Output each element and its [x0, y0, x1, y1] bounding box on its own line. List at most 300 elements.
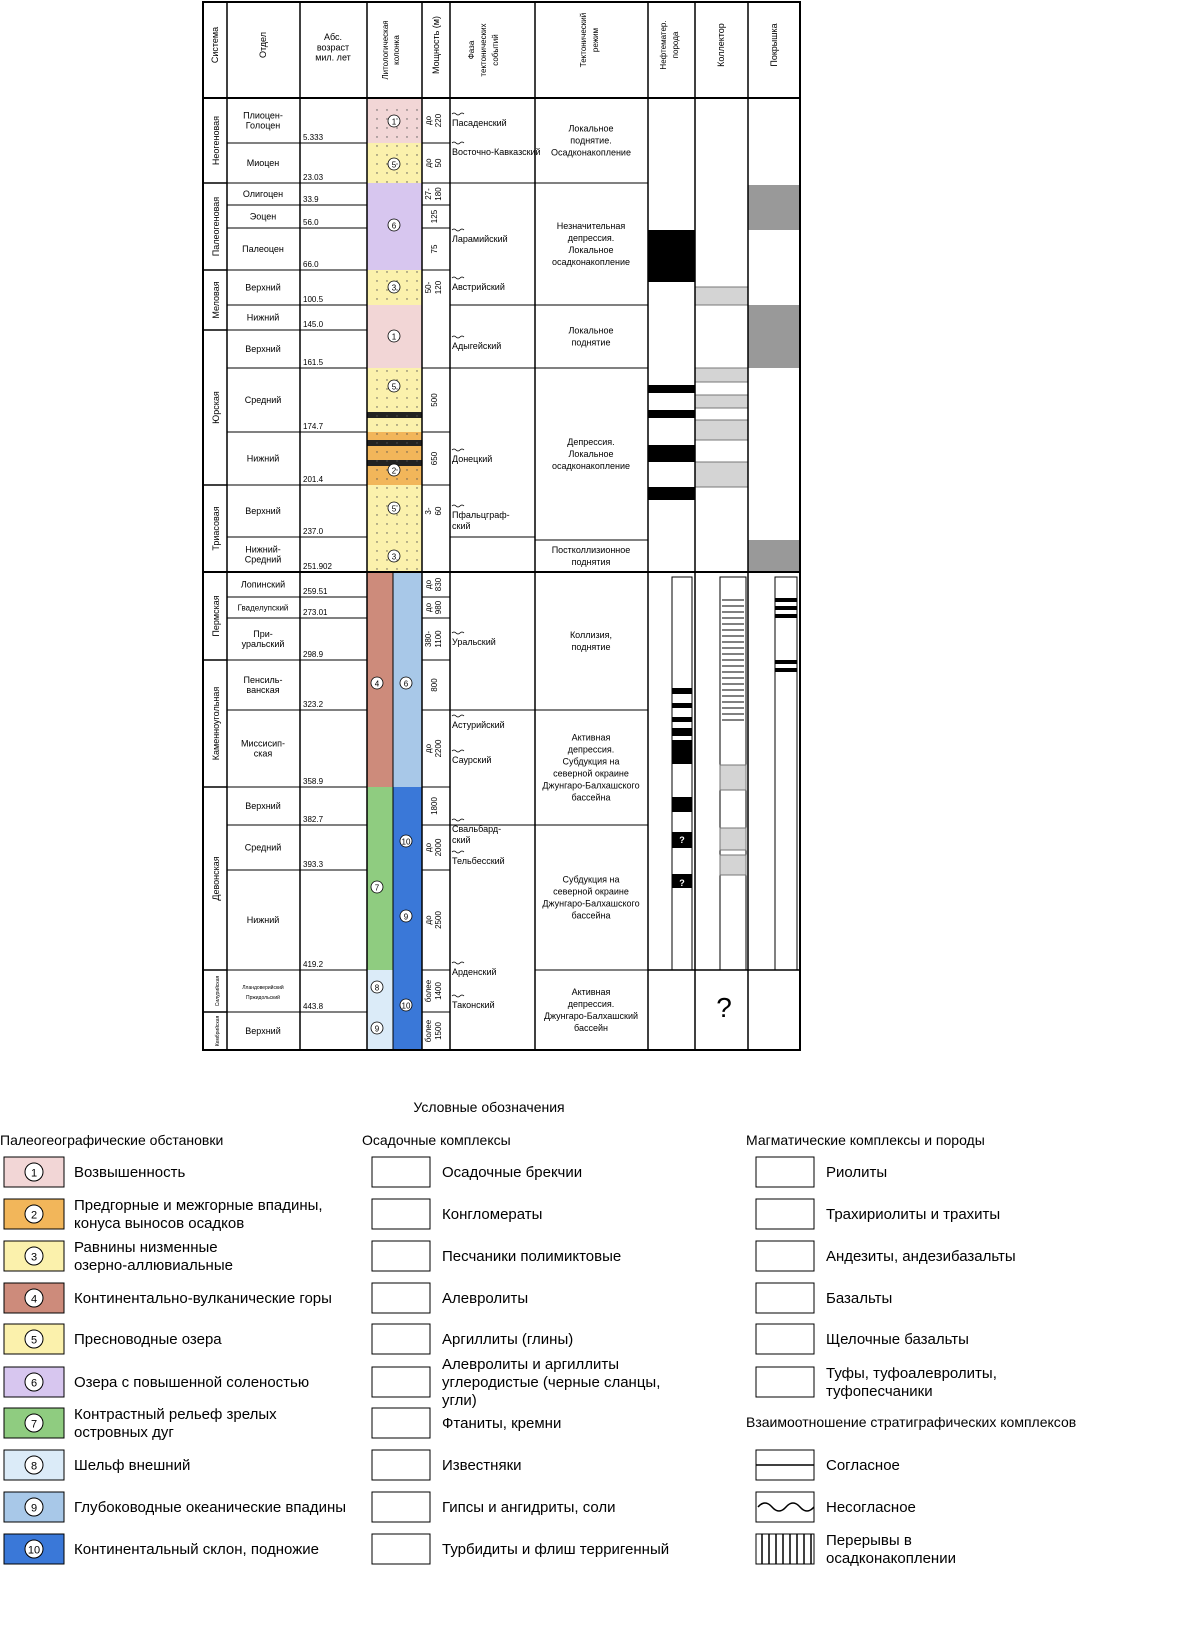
legend-label: [74, 1164, 185, 1181]
legend-swatch: [372, 1199, 430, 1229]
collector-bed: [695, 395, 748, 408]
lith-dot: [376, 523, 377, 524]
lith-dot: [406, 163, 407, 164]
lith-dot: [406, 406, 407, 407]
lith-dot: [376, 487, 377, 488]
thickness-value: 2500: [434, 911, 443, 929]
unconformity-mark: [452, 142, 464, 144]
label-line: Известняки: [442, 1457, 522, 1474]
lith-dot: [396, 280, 397, 281]
legend-swatch: [372, 1241, 430, 1271]
legend-label: [826, 1331, 969, 1348]
lith-dot: [396, 406, 397, 407]
lith-dot: [406, 568, 407, 569]
lith-dot: [406, 460, 407, 461]
department-label: [245, 395, 282, 405]
env-number: 3: [391, 283, 397, 293]
lith-dot: [406, 451, 407, 452]
lith-dot: [386, 451, 387, 452]
lith-dot: [416, 451, 417, 452]
lith-dot: [386, 127, 387, 128]
age-value: 5.333: [303, 133, 324, 142]
seal-bed: [775, 660, 797, 664]
lith-dot: [376, 478, 377, 479]
label-line: Депрессия.: [567, 437, 615, 447]
label-line: Глубоководные океанические впадины: [74, 1499, 347, 1516]
age-value: 237.0: [303, 527, 324, 536]
legend-swatch: [756, 1157, 814, 1187]
lith-dot: [396, 154, 397, 155]
department-label: [244, 675, 283, 695]
lith-dot: [376, 298, 377, 299]
lith-dot: [406, 388, 407, 389]
lith-dot: [396, 469, 397, 470]
phase-label: Астурийский: [452, 720, 505, 730]
label-line: бассейн: [574, 1023, 608, 1033]
department-label: [241, 739, 285, 759]
unconformity-mark: [452, 113, 464, 115]
lith-dot: [376, 469, 377, 470]
seal-bed: [775, 668, 797, 672]
legend-label: [442, 1499, 616, 1516]
header-label: колонка: [392, 35, 401, 65]
lith-dot: [406, 379, 407, 380]
header-label: Фаза: [467, 40, 476, 60]
lith-dot: [406, 289, 407, 290]
department-label: [245, 1026, 280, 1036]
label-line: Нижний: [246, 453, 280, 464]
label-line: Верхний: [245, 506, 281, 516]
seal-column: [775, 577, 797, 970]
label-line: Пресноводные озера: [74, 1331, 222, 1348]
lith-dot: [386, 118, 387, 119]
source-rock-bed: [648, 230, 695, 282]
legend-number: 10: [27, 1544, 41, 1557]
lith-dot: [396, 424, 397, 425]
seal-bed: [775, 606, 797, 610]
source-rock-bed: [648, 385, 695, 393]
legend-swatch: [372, 1283, 430, 1313]
regime-label: [552, 221, 630, 267]
phase-label: Таконский: [452, 1000, 495, 1010]
legend-label: [442, 1164, 582, 1181]
label-line: Незначительная: [556, 221, 626, 231]
phase-label: Арденский: [452, 967, 497, 977]
lith-dot: [396, 379, 397, 380]
thickness-value: 650: [430, 451, 439, 466]
unconformity-mark: [452, 277, 464, 279]
lith-dot: [376, 415, 377, 416]
system-label: Кембрийская: [215, 1015, 221, 1047]
label-line: поднятие: [571, 337, 611, 348]
thickness-value: 800: [430, 678, 439, 692]
lith-dot: [406, 541, 407, 542]
env-number: 7: [374, 883, 380, 893]
lith-dot: [416, 163, 417, 164]
lith-dot: [416, 523, 417, 524]
lith-dot: [396, 109, 397, 110]
legend-number: 6: [30, 1377, 38, 1390]
chart-frame: [203, 2, 800, 1050]
thickness-value: 980: [434, 600, 443, 615]
source-rock-bed: [648, 445, 695, 462]
env-number: 6: [403, 679, 409, 689]
lith-dot: [386, 271, 387, 272]
label-line: Аргиллиты (глины): [442, 1331, 574, 1348]
department-label: [245, 344, 280, 354]
lith-dot: [416, 298, 417, 299]
phase-label: Восточно-Кавказский: [452, 147, 541, 157]
thickness-value: более: [424, 979, 433, 1003]
label-line: Средний: [244, 554, 282, 565]
legend-label: [74, 1290, 332, 1307]
collector-bed: [695, 287, 748, 305]
label-line: Свальбард-: [452, 824, 502, 834]
header-label: Отдел: [258, 31, 268, 59]
lith-dot: [416, 145, 417, 146]
label-line: углеродистые (черные сланцы,: [442, 1374, 661, 1391]
unconformity-mark: [452, 962, 464, 964]
label-line: Джунгаро-Балхашского: [542, 898, 640, 909]
label-line: Миссисип-: [241, 738, 285, 749]
env-number: 10: [401, 1001, 411, 1011]
lith-dot: [386, 109, 387, 110]
label-line: Согласное: [826, 1457, 900, 1474]
lith-dot: [386, 514, 387, 515]
lith-dot: [376, 163, 377, 164]
legend-label: [442, 1206, 542, 1223]
label-line: Джунгаро-Балхашский: [543, 1011, 639, 1021]
label-line: Нижний-: [245, 544, 281, 555]
regime-label: [570, 630, 612, 652]
lith-dot: [376, 127, 377, 128]
legend-label: [442, 1415, 561, 1432]
thickness-value: 1500: [434, 1022, 443, 1040]
lith-dot: [416, 415, 417, 416]
phase-label: Адыгейский: [452, 341, 502, 351]
source-rock-bed: [648, 410, 695, 418]
lith-dot: [416, 109, 417, 110]
age-value: 323.2: [303, 700, 324, 709]
seal-bed: [775, 598, 797, 602]
label-line: Трахириолиты и трахиты: [826, 1206, 1001, 1223]
lithology-block: [367, 787, 393, 970]
lith-dot: [406, 469, 407, 470]
lith-dot: [376, 109, 377, 110]
lith-dot: [396, 298, 397, 299]
lith-dot: [386, 136, 387, 137]
header-label: тектонических: [479, 23, 488, 77]
lith-dot: [396, 505, 397, 506]
lith-dot: [376, 559, 377, 560]
label-line: угли): [442, 1392, 477, 1409]
label-line: Шельф внешний: [74, 1457, 191, 1474]
label-line: Субдукция на: [562, 756, 620, 767]
lith-dot: [386, 478, 387, 479]
label-line: уральский: [241, 639, 285, 649]
regime-label: [544, 987, 638, 1033]
lith-dot: [376, 145, 377, 146]
lith-dot: [396, 523, 397, 524]
age-value: 358.9: [303, 777, 324, 786]
lith-dot: [406, 559, 407, 560]
label-line: Субдукция на: [562, 874, 620, 885]
header-label: Нефтематер.: [659, 20, 668, 70]
lith-dot: [386, 415, 387, 416]
header-label: Система: [210, 26, 220, 64]
lith-dot: [416, 514, 417, 515]
lith-dot: [416, 550, 417, 551]
label-line: Алевролиты и аргиллиты: [442, 1356, 619, 1373]
department-label: [245, 545, 282, 565]
thickness-value: 27-: [424, 188, 433, 200]
label-line: Континентальный склон, подножие: [74, 1541, 319, 1558]
legend-label: [826, 1290, 892, 1307]
legend-label: [826, 1248, 1016, 1265]
thickness-value: 180: [434, 187, 443, 201]
legend-swatch: [372, 1324, 430, 1354]
label-line: Локальное: [568, 245, 614, 255]
seal-bed: [748, 540, 800, 572]
label-line: Возвышенность: [74, 1164, 186, 1181]
unconformity-mark: [452, 229, 464, 231]
lith-dot: [386, 397, 387, 398]
label-line: Конгломераты: [442, 1206, 543, 1223]
lithology-block: [367, 368, 422, 432]
lith-dot: [386, 181, 387, 182]
age-value: 23.03: [303, 173, 324, 182]
unconformity-mark: [452, 851, 464, 853]
lith-dot: [416, 271, 417, 272]
label-line: Песчаники полимиктовые: [442, 1248, 622, 1265]
lith-dot: [396, 568, 397, 569]
label-line: туфопесчаники: [826, 1383, 933, 1400]
lith-dot: [376, 406, 377, 407]
legend-label: [826, 1499, 916, 1516]
lith-dot: [406, 505, 407, 506]
unknown-mark: ?: [679, 835, 685, 845]
lith-dot: [386, 298, 387, 299]
label-line: островных дуг: [74, 1424, 174, 1441]
phase-label: [452, 824, 501, 845]
label-line: ванская: [246, 685, 280, 695]
lith-dot: [386, 406, 387, 407]
env-number: 9: [374, 1024, 380, 1034]
collector-bed: [720, 828, 746, 850]
lith-dot: [406, 496, 407, 497]
lith-dot: [406, 154, 407, 155]
lith-dot: [386, 559, 387, 560]
lith-dot: [416, 172, 417, 173]
label-line: поднятия: [571, 557, 611, 567]
label-line: Осадконакопление: [551, 147, 631, 158]
label-line: Туфы, туфоалевролиты,: [826, 1365, 997, 1382]
system-label: Пермская: [211, 595, 221, 637]
legend-number: 9: [30, 1502, 38, 1515]
lith-dot: [396, 397, 397, 398]
legend-number: 1: [30, 1167, 38, 1180]
legend-swatch: [372, 1157, 430, 1187]
age-value: 382.7: [303, 815, 324, 824]
lith-dot: [386, 388, 387, 389]
regime-label: [542, 875, 639, 921]
label-line: Несогласное: [826, 1499, 916, 1516]
thickness-value: до: [424, 915, 433, 925]
lith-dot: [406, 145, 407, 146]
unconformity-mark: [452, 449, 464, 451]
legend-swatch: [756, 1283, 814, 1313]
label-line: северной окраине: [553, 886, 629, 897]
label-line: мил. лет: [315, 52, 351, 63]
phase-label: Австрийский: [452, 282, 505, 292]
lith-dot: [406, 523, 407, 524]
label-line: Нижний: [246, 312, 280, 323]
label-line: Контрастный рельеф зрелых: [74, 1406, 277, 1423]
source-rock-bed: [672, 740, 692, 764]
source-rock-bed: [672, 797, 692, 812]
lith-dot: [406, 118, 407, 119]
lith-dot: [376, 181, 377, 182]
system-label: Триасовая: [211, 506, 221, 551]
department-label: [247, 313, 280, 323]
lith-dot: [386, 532, 387, 533]
lithology-block: [393, 787, 422, 970]
lith-dot: [416, 559, 417, 560]
unconformity-mark: [452, 750, 464, 752]
age-value: 201.4: [303, 475, 324, 484]
label-line: Олигоцен: [242, 189, 284, 199]
source-column: [672, 577, 692, 970]
lith-dot: [396, 118, 397, 119]
lith-dot: [376, 379, 377, 380]
thickness-value: 60: [434, 506, 443, 516]
lith-dot: [406, 424, 407, 425]
label-line: Средний: [244, 395, 282, 405]
unconformity-mark: [452, 715, 464, 717]
regime-label: [552, 545, 631, 567]
collector-bed: [720, 765, 746, 790]
label-line: бассейна: [571, 910, 611, 921]
department-label: [250, 212, 277, 222]
lith-dot: [386, 370, 387, 371]
lith-dot: [416, 370, 417, 371]
coal-layer: [367, 412, 422, 418]
lith-dot: [416, 388, 417, 389]
lith-dot: [396, 289, 397, 290]
lith-dot: [396, 496, 397, 497]
seal-bed: [748, 185, 800, 230]
label-line: осадконакопление: [552, 257, 630, 267]
label-line: Фтаниты, кремни: [442, 1415, 562, 1432]
system-label: Юрская: [211, 391, 221, 424]
label-line: Абс.: [323, 32, 343, 42]
label-line: Джунгаро-Балхашского: [542, 780, 640, 791]
lith-dot: [416, 460, 417, 461]
thickness-value: до: [424, 842, 433, 853]
lith-dot: [376, 154, 377, 155]
lith-dot: [396, 415, 397, 416]
label-line: Андезиты, андезибазальты: [826, 1248, 1016, 1265]
age-value: 298.9: [303, 650, 324, 659]
lith-dot: [406, 271, 407, 272]
lith-dot: [376, 433, 377, 434]
label-line: Предгорные и межгорные впадины,: [74, 1197, 323, 1214]
legend-swatch: [372, 1408, 430, 1438]
label-line: Верхний: [245, 344, 281, 354]
legend-label: [74, 1331, 222, 1348]
lith-dot: [386, 487, 387, 488]
label-line: Перерывы в: [826, 1532, 912, 1549]
thickness-value: 220: [434, 113, 443, 128]
label-line: ский: [452, 835, 471, 845]
lith-dot: [376, 136, 377, 137]
legend-label: [826, 1164, 887, 1181]
lith-dot: [386, 541, 387, 542]
header-label: Коллектор: [716, 23, 726, 67]
label-line: поднятие.: [570, 135, 612, 146]
age-value: 273.01: [303, 608, 328, 617]
coal-layer: [367, 440, 422, 446]
lith-dot: [376, 280, 377, 281]
source-rock-bed: [672, 703, 692, 708]
lith-dot: [416, 379, 417, 380]
lith-dot: [386, 442, 387, 443]
lith-dot: [376, 541, 377, 542]
lith-dot: [406, 298, 407, 299]
system-label: Палеогеновая: [211, 196, 221, 257]
label-line: осадконакоплении: [826, 1550, 956, 1567]
lith-dot: [406, 181, 407, 182]
thickness-value: 1800: [430, 797, 439, 815]
lith-dot: [386, 568, 387, 569]
thickness-value: 2000: [434, 838, 443, 857]
env-number: 8: [374, 983, 380, 993]
lith-dot: [396, 541, 397, 542]
lith-dot: [386, 433, 387, 434]
legend-swatch: [756, 1241, 814, 1271]
lith-dot: [406, 442, 407, 443]
legend-label: [442, 1290, 528, 1307]
label-line: поднятие: [571, 642, 611, 652]
lith-dot: [396, 145, 397, 146]
lith-dot: [406, 478, 407, 479]
department-label: [245, 843, 282, 853]
regime-label: [542, 733, 639, 803]
legend-number: 7: [30, 1418, 38, 1431]
legend-number: 4: [30, 1293, 38, 1306]
lith-dot: [406, 415, 407, 416]
lith-dot: [396, 559, 397, 560]
lith-dot: [386, 145, 387, 146]
regime-label: [552, 437, 630, 471]
label-line: бассейна: [571, 792, 611, 803]
header-label: Покрышка: [769, 23, 779, 67]
label-line: Активная: [571, 732, 611, 743]
label-line: Верхний: [245, 1026, 281, 1036]
lith-dot: [376, 289, 377, 290]
lith-dot: [386, 379, 387, 380]
header-label: Литологическая: [381, 20, 390, 80]
age-value: 259.51: [303, 587, 328, 596]
label-line: Риолиты: [826, 1164, 888, 1181]
department-label: [241, 580, 285, 590]
system-label: Девонская: [211, 856, 221, 901]
label-line: депрессия.: [567, 744, 615, 755]
legend-label: [74, 1457, 190, 1474]
legend-number: 5: [30, 1334, 38, 1347]
lith-dot: [416, 136, 417, 137]
lith-dot: [416, 181, 417, 182]
